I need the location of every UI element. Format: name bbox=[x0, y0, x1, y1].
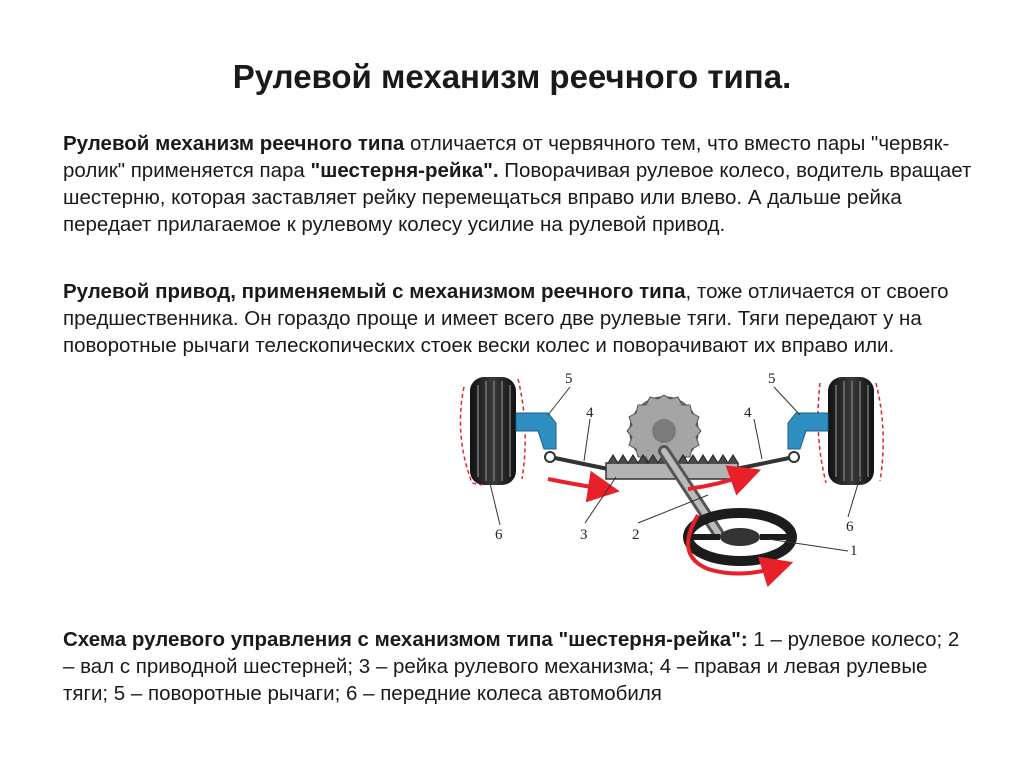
label-2: 2 bbox=[632, 527, 640, 543]
right-tie-rod bbox=[736, 457, 794, 469]
steering-rack-diagram bbox=[448, 365, 898, 595]
label-6-right: 6 bbox=[846, 519, 854, 535]
steering-wheel bbox=[688, 513, 792, 561]
paragraph-rack-mechanism bbox=[63, 130, 973, 238]
right-steering-lever bbox=[788, 413, 828, 449]
caption-bold: Схема рулевого управления с механизмом типа "шестерня-рейка": bbox=[63, 628, 748, 651]
paragraph1-text1: отличается от червячного тем, что вместо пары "червяк-ролик" применяется пара bbox=[63, 132, 950, 182]
label-4-right: 4 bbox=[744, 405, 752, 421]
label-6-left: 6 bbox=[495, 527, 503, 543]
caption-text: 1 – рулевое колесо; 2 – вал с приводной шестерней; 3 – рейка рулевого механизма; 4 – правая и левая рулевые тяги; 5 – поворотные рычаги; 6 – передние колеса автомобиля bbox=[63, 628, 960, 705]
page-title: Рулевой механизм реечного типа. bbox=[232, 58, 792, 95]
left-steering-lever bbox=[516, 413, 556, 449]
diagram-caption bbox=[63, 626, 973, 707]
paragraph1-text2: Поворачивая рулевое колесо, водитель вращает шестерню, которая заставляет рейку перемещаться вправо или влево. А дальше рейка передает прилагаемое к рулевому колесу усилие на рулевой привод. bbox=[63, 159, 972, 236]
left-front-wheel bbox=[460, 377, 525, 485]
label-5-right: 5 bbox=[768, 371, 776, 387]
paragraph1-bold: Рулевой механизм реечного типа bbox=[63, 132, 405, 155]
label-5-left: 5 bbox=[565, 371, 573, 387]
paragraph-steering-drive bbox=[63, 278, 973, 359]
paragraph2-text: , тоже отличается от своего предшественника. Он гораздо проще и имеет всего две рулевые тяги. Тяги передают у на поворотные рычаги телескопических стоек вески колес и поворачивают их вправо или. bbox=[63, 280, 949, 357]
label-4-left: 4 bbox=[586, 405, 594, 421]
rack-motion-arrow-left bbox=[548, 479, 604, 489]
left-tie-rod bbox=[550, 457, 608, 469]
paragraph2-bold: Рулевой привод, применяемый с механизмом реечного типа bbox=[63, 280, 686, 303]
label-3: 3 bbox=[580, 527, 588, 543]
paragraph1-bold2: "шестерня-рейка". bbox=[310, 159, 499, 182]
label-1: 1 bbox=[850, 543, 858, 559]
